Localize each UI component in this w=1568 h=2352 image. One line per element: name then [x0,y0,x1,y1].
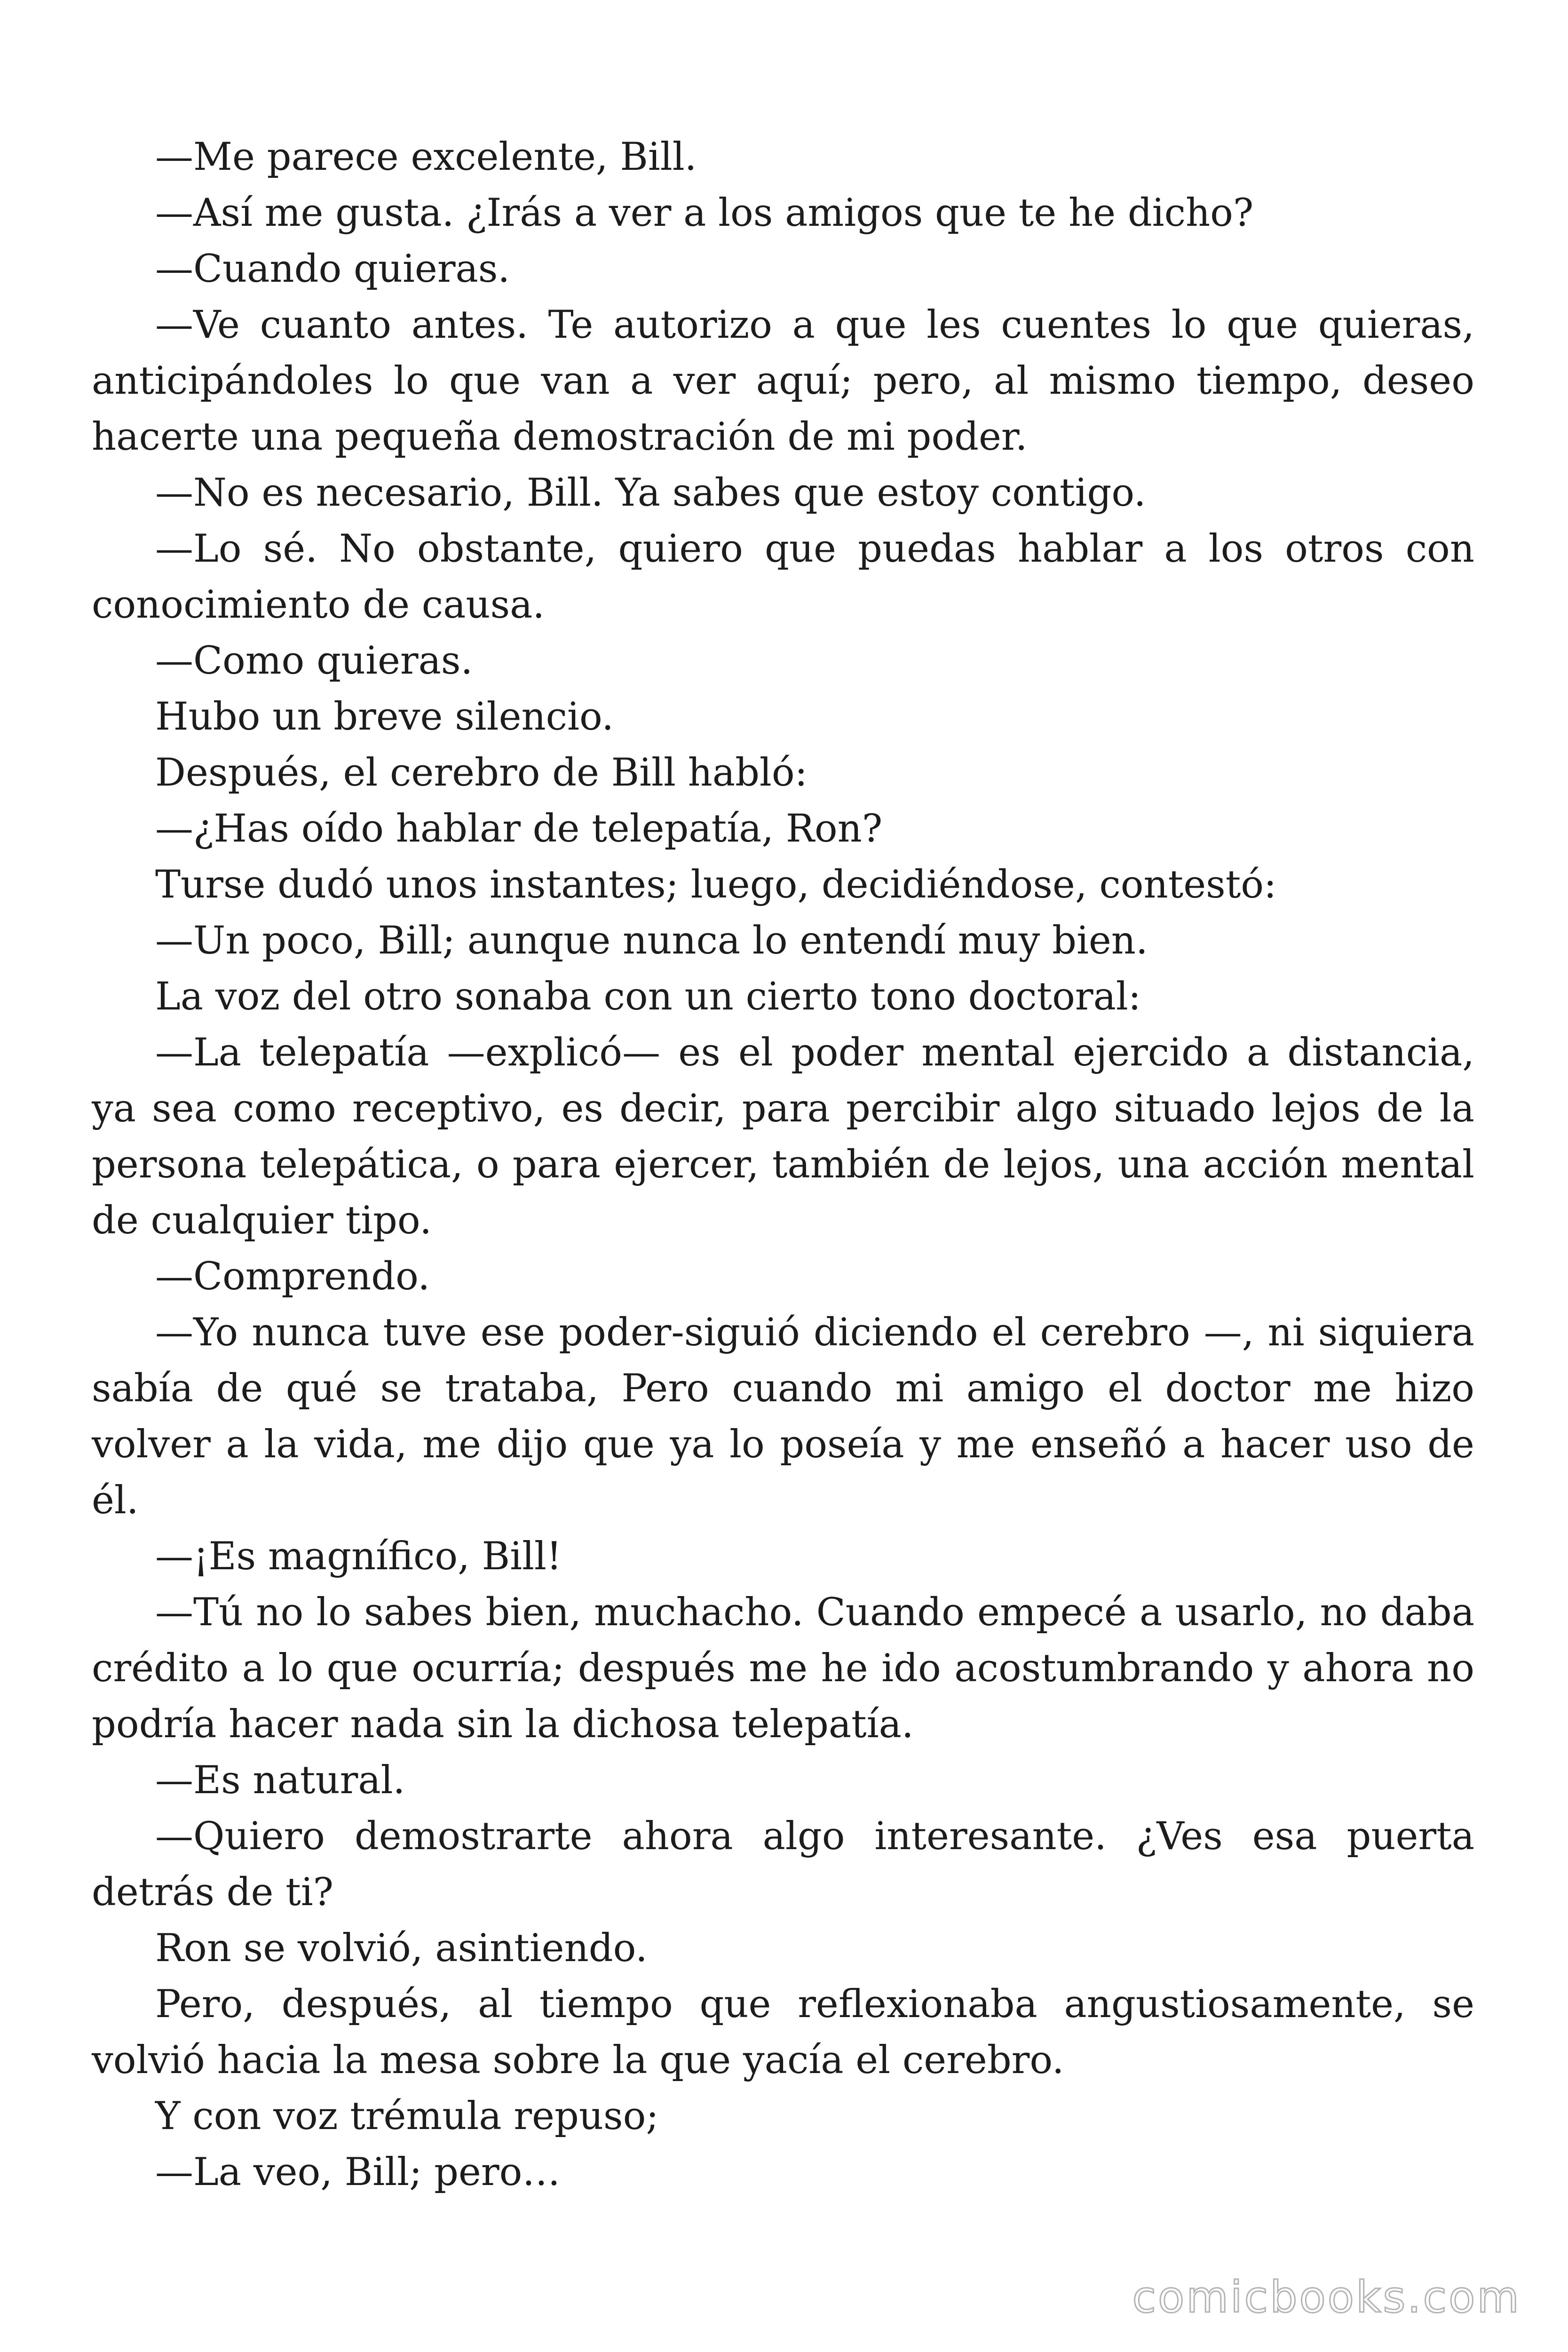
paragraph: —Lo sé. No obstante, quiero que puedas hablar a los otros con conocimiento de causa. [92,527,1474,627]
paragraph: —Yo nunca tuve ese poder-siguió diciendo el cerebro —, ni siquiera sabía de qué se trataba, Pero cuando mi amigo el doctor me hizo volver a la vida, me dijo que ya lo poseía y me enseñó a hacer uso de él. [92,1311,1474,1523]
paragraph: —Como quieras. [155,639,473,683]
paragraph: La voz del otro sonaba con un cierto tono doctoral: [155,975,1141,1019]
paragraph: Después, el cerebro de Bill habló: [155,751,808,795]
paragraph: —No es necesario, Bill. Ya sabes que estoy contigo. [155,471,1146,515]
paragraph: —¡Es magnífico, Bill! [155,1534,562,1579]
paragraph: —Un poco, Bill; aunque nunca lo entendí muy bien. [155,919,1148,963]
paragraph: Hubo un breve silencio. [155,695,614,739]
page-text [92,129,1474,2201]
paragraph: —Tú no lo sabes bien, muchacho. Cuando empecé a usarlo, no daba crédito a lo que ocurría; después me he ido acostumbrando y ahora no podría hacer nada sin la dichosa telepatía. [92,1590,1474,1747]
paragraph: —Comprendo. [155,1255,430,1299]
paragraph: Pero, después, al tiempo que reflexionaba angustiosamente, se volvió hacia la mesa sobre la que yacía el cerebro. [92,1982,1474,2082]
paragraph: —La veo, Bill; pero… [155,2150,561,2194]
paragraph: —Cuando quieras. [155,247,510,291]
paragraph: —Quiero demostrarte ahora algo interesante. ¿Ves esa puerta detrás de ti? [92,1814,1474,1915]
paragraph: —¿Has oído hablar de telepatía, Ron? [155,807,883,851]
watermark-text: comicbooks.com [1132,2272,1521,2322]
paragraph: Y con voz trémula repuso; [155,2094,659,2138]
paragraph: —Ve cuanto antes. Te autorizo a que les cuentes lo que quieras, anticipándoles lo que van a ver aquí; pero, al mismo tiempo, deseo hacerte una pequeña demostración de mi poder. [92,303,1474,459]
paragraph: —Es natural. [155,1758,405,1803]
paragraph: —Me parece excelente, Bill. [155,135,697,179]
paragraph: —La telepatía —explicó— es el poder mental ejercido a distancia, ya sea como receptivo, es decir, para percibir algo situado lejos de la persona telepática, o para ejercer, también de lejos, una acción mental de cualquier tipo. [92,1031,1474,1243]
paragraph: Ron se volvió, asintiendo. [155,1926,648,1971]
paragraph: Turse dudó unos instantes; luego, decidiéndose, contestó: [155,863,1277,907]
paragraph: —Así me gusta. ¿Irás a ver a los amigos que te he dicho? [155,191,1254,235]
